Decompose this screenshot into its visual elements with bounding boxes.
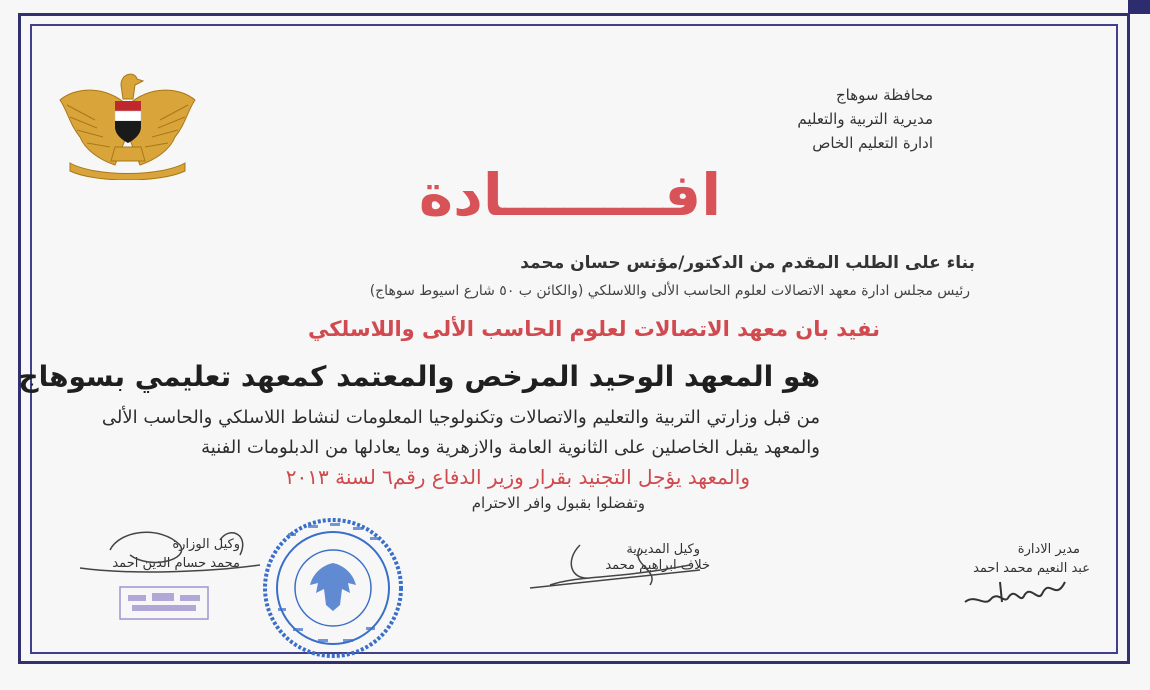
chairman-line: رئيس مجلس ادارة معهد الاتصالات لعلوم الحاسب الألى واللاسلكي (والكائن ب ٥٠ شارع اسيوط سوهاج) xyxy=(369,283,970,299)
document-title: افــــــــادة xyxy=(418,161,722,229)
director-signature-icon xyxy=(960,572,1070,612)
directorate-deputy-signature-icon xyxy=(520,540,720,595)
admission-line: والمعهد يقبل الخاصلين على الثانوية العامة والازهرية وما يعادلها من الدبلومات الفنية xyxy=(201,437,820,458)
official-round-stamp-icon xyxy=(258,513,408,663)
directorate-deputy-title: وكيل المديرية xyxy=(626,542,700,557)
directorate-deputy-name: خلاف ابراهيم محمد xyxy=(605,558,710,573)
closing-line: وتفضلوا بقبول وافر الاحترام xyxy=(471,494,645,512)
request-line: بناء على الطلب المقدم من الدكتور/مؤنس حسان محمد xyxy=(520,253,975,273)
military-deferral-line: والمعهد يؤجل التجنيد بقرار وزير الدفاع رقم٦ لسنة ٢٠١٣ xyxy=(285,465,750,489)
eagle-emblem-icon xyxy=(55,65,200,180)
ministry-deputy-name: محمد حسام الدين احمد xyxy=(112,556,240,571)
director-title: مدير الادارة xyxy=(1017,542,1080,557)
ministries-line: من قبل وزارتي التربية والتعليم والاتصالات وتكنولوجيا المعلومات لنشاط اللاسلكي والحاسب الألى xyxy=(101,407,820,428)
header-governorate: محافظة سوهاج xyxy=(835,86,933,104)
director-name: عبد النعيم محمد احمد xyxy=(973,561,1090,576)
header-administration: ادارة التعليم الخاص xyxy=(812,134,933,152)
header-directorate: مديرية التربية والتعليم xyxy=(797,110,933,128)
ministry-deputy-signature-icon xyxy=(70,520,270,580)
ministry-deputy-title: وكيل الوزارة xyxy=(172,537,240,552)
certify-line: نفيد بان معهد الاتصالات لعلوم الحاسب الألى واللاسلكي xyxy=(307,317,880,341)
headline-line: هو المعهد الوحيد المرخص والمعتمد كمعهد تعليمي بسوهاج xyxy=(18,360,820,393)
corner-mark xyxy=(1128,0,1150,14)
rectangular-stamp-icon xyxy=(116,583,212,623)
